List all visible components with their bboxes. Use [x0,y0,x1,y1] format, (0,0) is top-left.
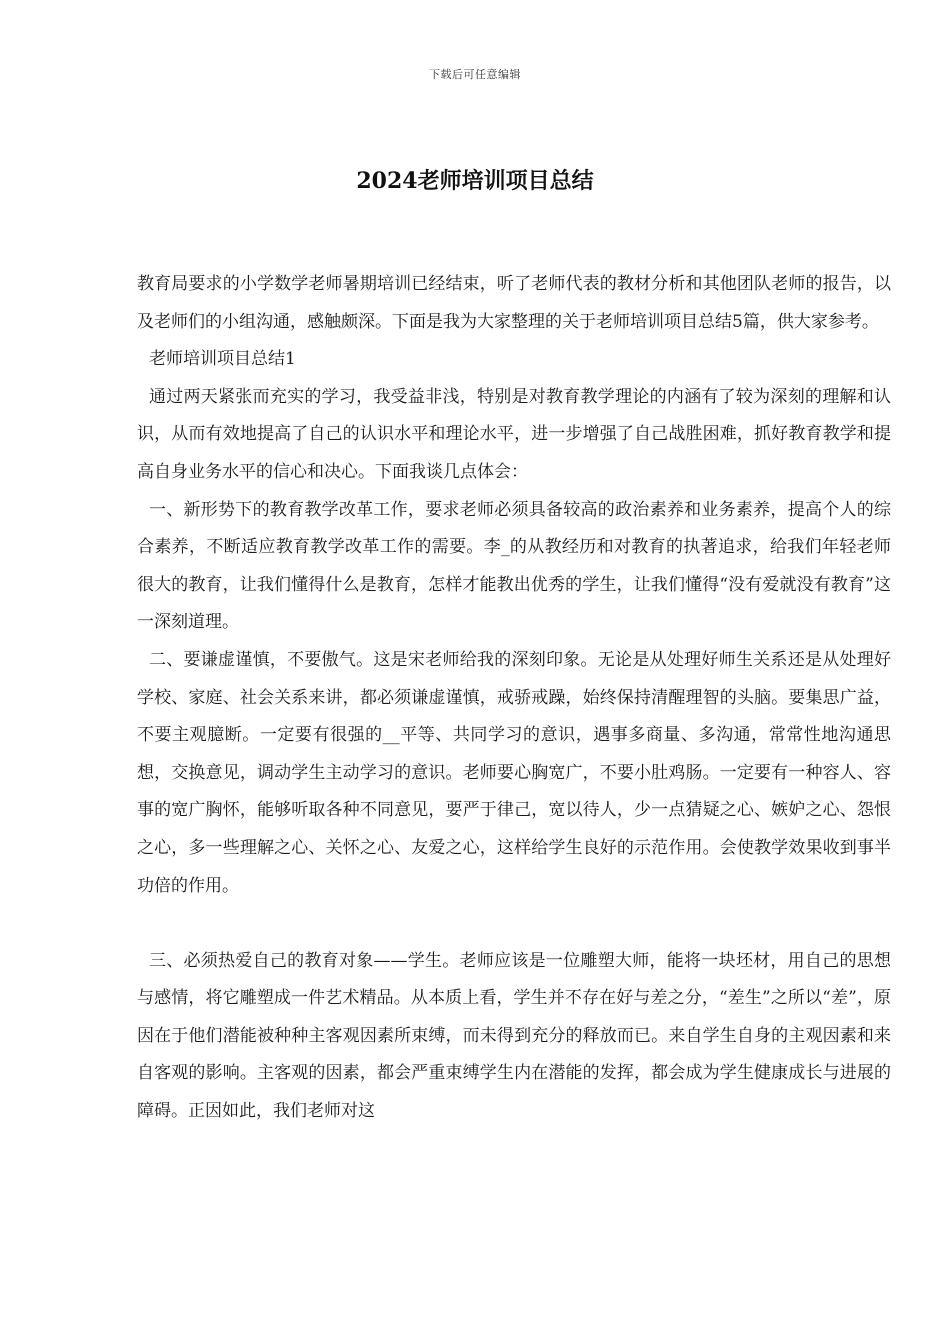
document-title: 2024老师培训项目总结 [356,168,594,194]
body-paragraph: 二、要谦虚谨慎，不要傲气。这是宋老师给我的深刻印象。无论是从处理好师生关系还是从处理好学校、家庭、社会关系来讲，都必须谦虚谨慎，戒骄戒躁，始终保持清醒理智的头脑。要集思广益，不要主观臆断。一定要有很强的__平等、共同学习的意识，遇事多商量、多沟通，常常性地沟通思想，交换意见，调动学生主动学习的意识。老师要心胸宽广，不要小肚鸡肠。一定要有一种容人、容事的宽广胸怀，能够听取各种不同意见，要严于律己，宽以待人，少一点猜疑之心、嫉妒之心、怨恨之心，多一些理解之心、关怀之心、友爱之心，这样给学生良好的示范作用。会使教学效果收到事半功倍的作用。 [137,649,891,896]
document-body [137,266,891,1131]
body-paragraph: 通过两天紧张而充实的学习，我受益非浅，特别是对教育教学理论的内涵有了较为深刻的理解和认识，从而有效地提高了自己的认识水平和理论水平，进一步增强了自己战胜困难，抓好教育教学和提高自身业务水平的信心和决心。下面我谈几点体会： [137,386,891,482]
body-paragraph: 一、新形势下的教育教学改革工作，要求老师必须具备较高的政治素养和业务素养，提高个人的综合素养，不断适应教育教学改革工作的需要。李_的从教经历和对教育的执著追求，给我们年轻老师很大的教育，让我们懂得什么是教育，怎样才能教出优秀的学生，让我们懂得“没有爱就没有教育”这一深刻道理。 [137,499,891,633]
section-heading: 老师培训项目总结1 [149,349,296,370]
intro-paragraph: 教育局要求的小学数学老师暑期培训已经结束，听了老师代表的教材分析和其他团队老师的报告，以及老师们的小组沟通，感触颇深。下面是我为大家整理的关于老师培训项目总结5篇，供大家参考。 [137,274,891,332]
body-paragraph: 三、必须热爱自己的教育对象——学生。老师应该是一位雕塑大师，能将一块坯材，用自己的思想与感情，将它雕塑成一件艺术精品。从本质上看，学生并不存在好与差之分，“差生”之所以“差”，原因在于他们潜能被种种主客观因素所束缚，而未得到充分的释放而已。来自学生自身的主观因素和来自客观的影响。主客观的因素，都会严重束缚学生内在潜能的发挥，都会成为学生健康成长与进展的障碍。正因如此，我们老师对这 [137,950,891,1122]
header-note: 下载后可任意编辑 [429,68,521,81]
